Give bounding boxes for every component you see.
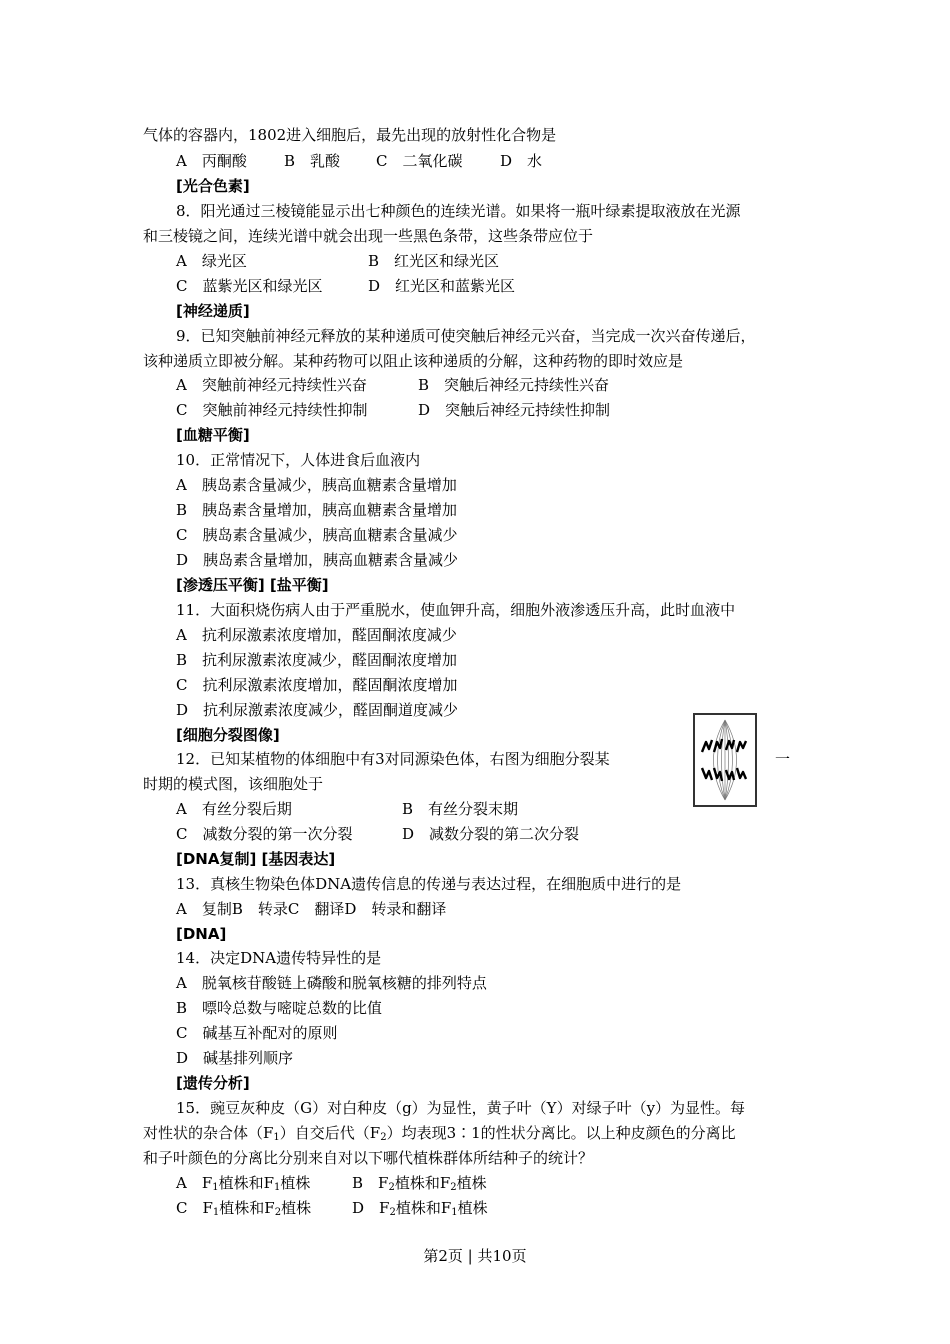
q13-options: A 复制B 转录C 翻译D 转录和翻译 bbox=[176, 900, 447, 918]
q9-option-b: B 突触后神经元持续性兴奋 bbox=[418, 376, 610, 394]
q10-option-b: B 胰岛素含量增加，胰高血糖素含量增加 bbox=[176, 501, 458, 519]
q8-options-row2 bbox=[176, 275, 515, 297]
section-heading: [遗传分析] bbox=[176, 1074, 250, 1092]
q10-option-c: C 胰岛素含量减少，胰高血糖素含量减少 bbox=[176, 526, 458, 544]
q7-option-a: A 丙酮酸 bbox=[176, 152, 247, 170]
q7-options bbox=[176, 150, 542, 172]
q12-line2: 时期的模式图，该细胞处于 bbox=[143, 775, 324, 793]
q15-option-c: C $F_1$植株和$F_2$植株 bbox=[176, 1199, 312, 1218]
q8-option-b: B 红光区和绿光区 bbox=[368, 252, 500, 270]
q8-options-row1 bbox=[176, 250, 499, 272]
q14-option-b: B 嘌呤总数与嘧啶总数的比值 bbox=[176, 999, 383, 1017]
q10-option-d: D 胰岛素含量增加，胰高血糖素含量减少 bbox=[176, 551, 459, 569]
section-heading: [神经递质] bbox=[176, 302, 250, 320]
q9-options-row1 bbox=[176, 374, 609, 396]
q11-option-d: D 抗利尿激素浓度减少，醛固酮道度减少 bbox=[176, 701, 459, 719]
q14-line1: 14．决定DNA遗传特异性的是 bbox=[176, 949, 382, 967]
q15-line3: 和子叶颜色的分离比分别来自对以下哪代植株群体所结种子的统计？ bbox=[143, 1149, 594, 1167]
q12-line1-tail: 一 bbox=[775, 750, 791, 768]
q11-option-a: A 抗利尿激素浓度增加，醛固酮浓度减少 bbox=[176, 626, 457, 644]
q7-option-b: B 乳酸 bbox=[284, 152, 341, 170]
q15-option-b: B $F_2$植株和$F_2$植株 bbox=[352, 1174, 487, 1193]
q12-options-row1 bbox=[176, 798, 518, 820]
q11-line1: 11．大面积烧伤病人由于严重脱水，使血钾升高，细胞外液渗透压升高，此时血液中 bbox=[176, 601, 736, 619]
q14-option-d: D 碱基排列顺序 bbox=[176, 1049, 294, 1067]
section-heading: [DNA复制] [基因表达] bbox=[176, 850, 336, 868]
q12-options-row2 bbox=[176, 823, 579, 845]
q8-line1: 8．阳光通过三棱镜能显示出七种颜色的连续光谱。如果将一瓶叶绿素提取液放在光源 bbox=[176, 202, 741, 220]
q15-line2: 对性状的杂合体$(F_1)$自交后代$(F_2)$均表现3∶1的性状分离比。以上种皮颜色的分离比 bbox=[143, 1124, 736, 1143]
q12-option-a: A 有丝分裂后期 bbox=[176, 800, 292, 818]
section-heading: [渗透压平衡] [盐平衡] bbox=[176, 576, 329, 594]
q8-option-c: C 蓝紫光区和绿光区 bbox=[176, 277, 323, 295]
page-footer: 第2页 | 共10页 bbox=[423, 1247, 527, 1265]
q15-options-row1 bbox=[176, 1172, 487, 1194]
q11-option-c: C 抗利尿激素浓度增加，醛固酮浓度增加 bbox=[176, 676, 458, 694]
q14-option-a: A 脱氧核苷酸链上磷酸和脱氧核糖的排列特点 bbox=[176, 974, 487, 992]
section-heading: [细胞分裂图像] bbox=[176, 726, 280, 744]
q8-option-d: D 红光区和蓝紫光区 bbox=[368, 277, 516, 295]
q13-line1: 13．真核生物染色体DNA遗传信息的传递与表达过程，在细胞质中进行的是 bbox=[176, 875, 682, 893]
section-heading: [DNA] bbox=[176, 925, 227, 943]
q7-option-c: C 二氧化碳 bbox=[376, 152, 463, 170]
q9-line1: 9．已知突触前神经元释放的某种递质可使突触后神经元兴奋，当完成一次兴奋传递后， bbox=[176, 327, 756, 345]
q15-option-a: A $F_1$植株和$F_1$植株 bbox=[176, 1174, 311, 1193]
q9-line2: 该种递质立即被分解。某种药物可以阻止该种递质的分解，这种药物的即时效应是 bbox=[143, 352, 684, 370]
q12-line1: 12．已知某植物的体细胞中有3对同源染色体，右图为细胞分裂某 bbox=[176, 750, 610, 768]
cell-division-figure bbox=[692, 712, 758, 808]
q15-line1: 15．豌豆灰种皮（G）对白种皮（g）为显性，黄子叶（Y）对绿子叶（y）为显性。每 bbox=[176, 1099, 746, 1117]
q11-option-b: B 抗利尿激素浓度减少，醛固酮浓度增加 bbox=[176, 651, 458, 669]
q9-option-c: C 突触前神经元持续性抑制 bbox=[176, 401, 368, 419]
q12-option-c: C 减数分裂的第一次分裂 bbox=[176, 825, 353, 843]
q8-line2: 和三棱镜之间，连续光谱中就会出现一些黑色条带，这些条带应位于 bbox=[143, 227, 594, 245]
q9-option-a: A 突触前神经元持续性兴奋 bbox=[176, 376, 367, 394]
q9-options-row2 bbox=[176, 399, 610, 421]
q9-option-d: D 突触后神经元持续性抑制 bbox=[418, 401, 611, 419]
section-heading: [血糖平衡] bbox=[176, 426, 250, 444]
q14-option-c: C 碱基互补配对的原则 bbox=[176, 1024, 338, 1042]
q10-option-a: A 胰岛素含量减少，胰高血糖素含量增加 bbox=[176, 476, 457, 494]
q7-option-d: D 水 bbox=[500, 152, 543, 170]
q7-line: 气体的容器内，1802进入细胞后，最先出现的放射性化合物是 bbox=[143, 126, 557, 144]
q15-option-d: D $F_2$植株和$F_1$植株 bbox=[352, 1199, 488, 1218]
q8-option-a: A 绿光区 bbox=[176, 252, 247, 270]
q12-option-b: B 有丝分裂末期 bbox=[402, 800, 519, 818]
section-heading: [光合色素] bbox=[176, 177, 250, 195]
q10-line1: 10．正常情况下，人体进食后血液内 bbox=[176, 451, 421, 469]
q12-option-d: D 减数分裂的第二次分裂 bbox=[402, 825, 580, 843]
q15-options-row2 bbox=[176, 1197, 488, 1219]
